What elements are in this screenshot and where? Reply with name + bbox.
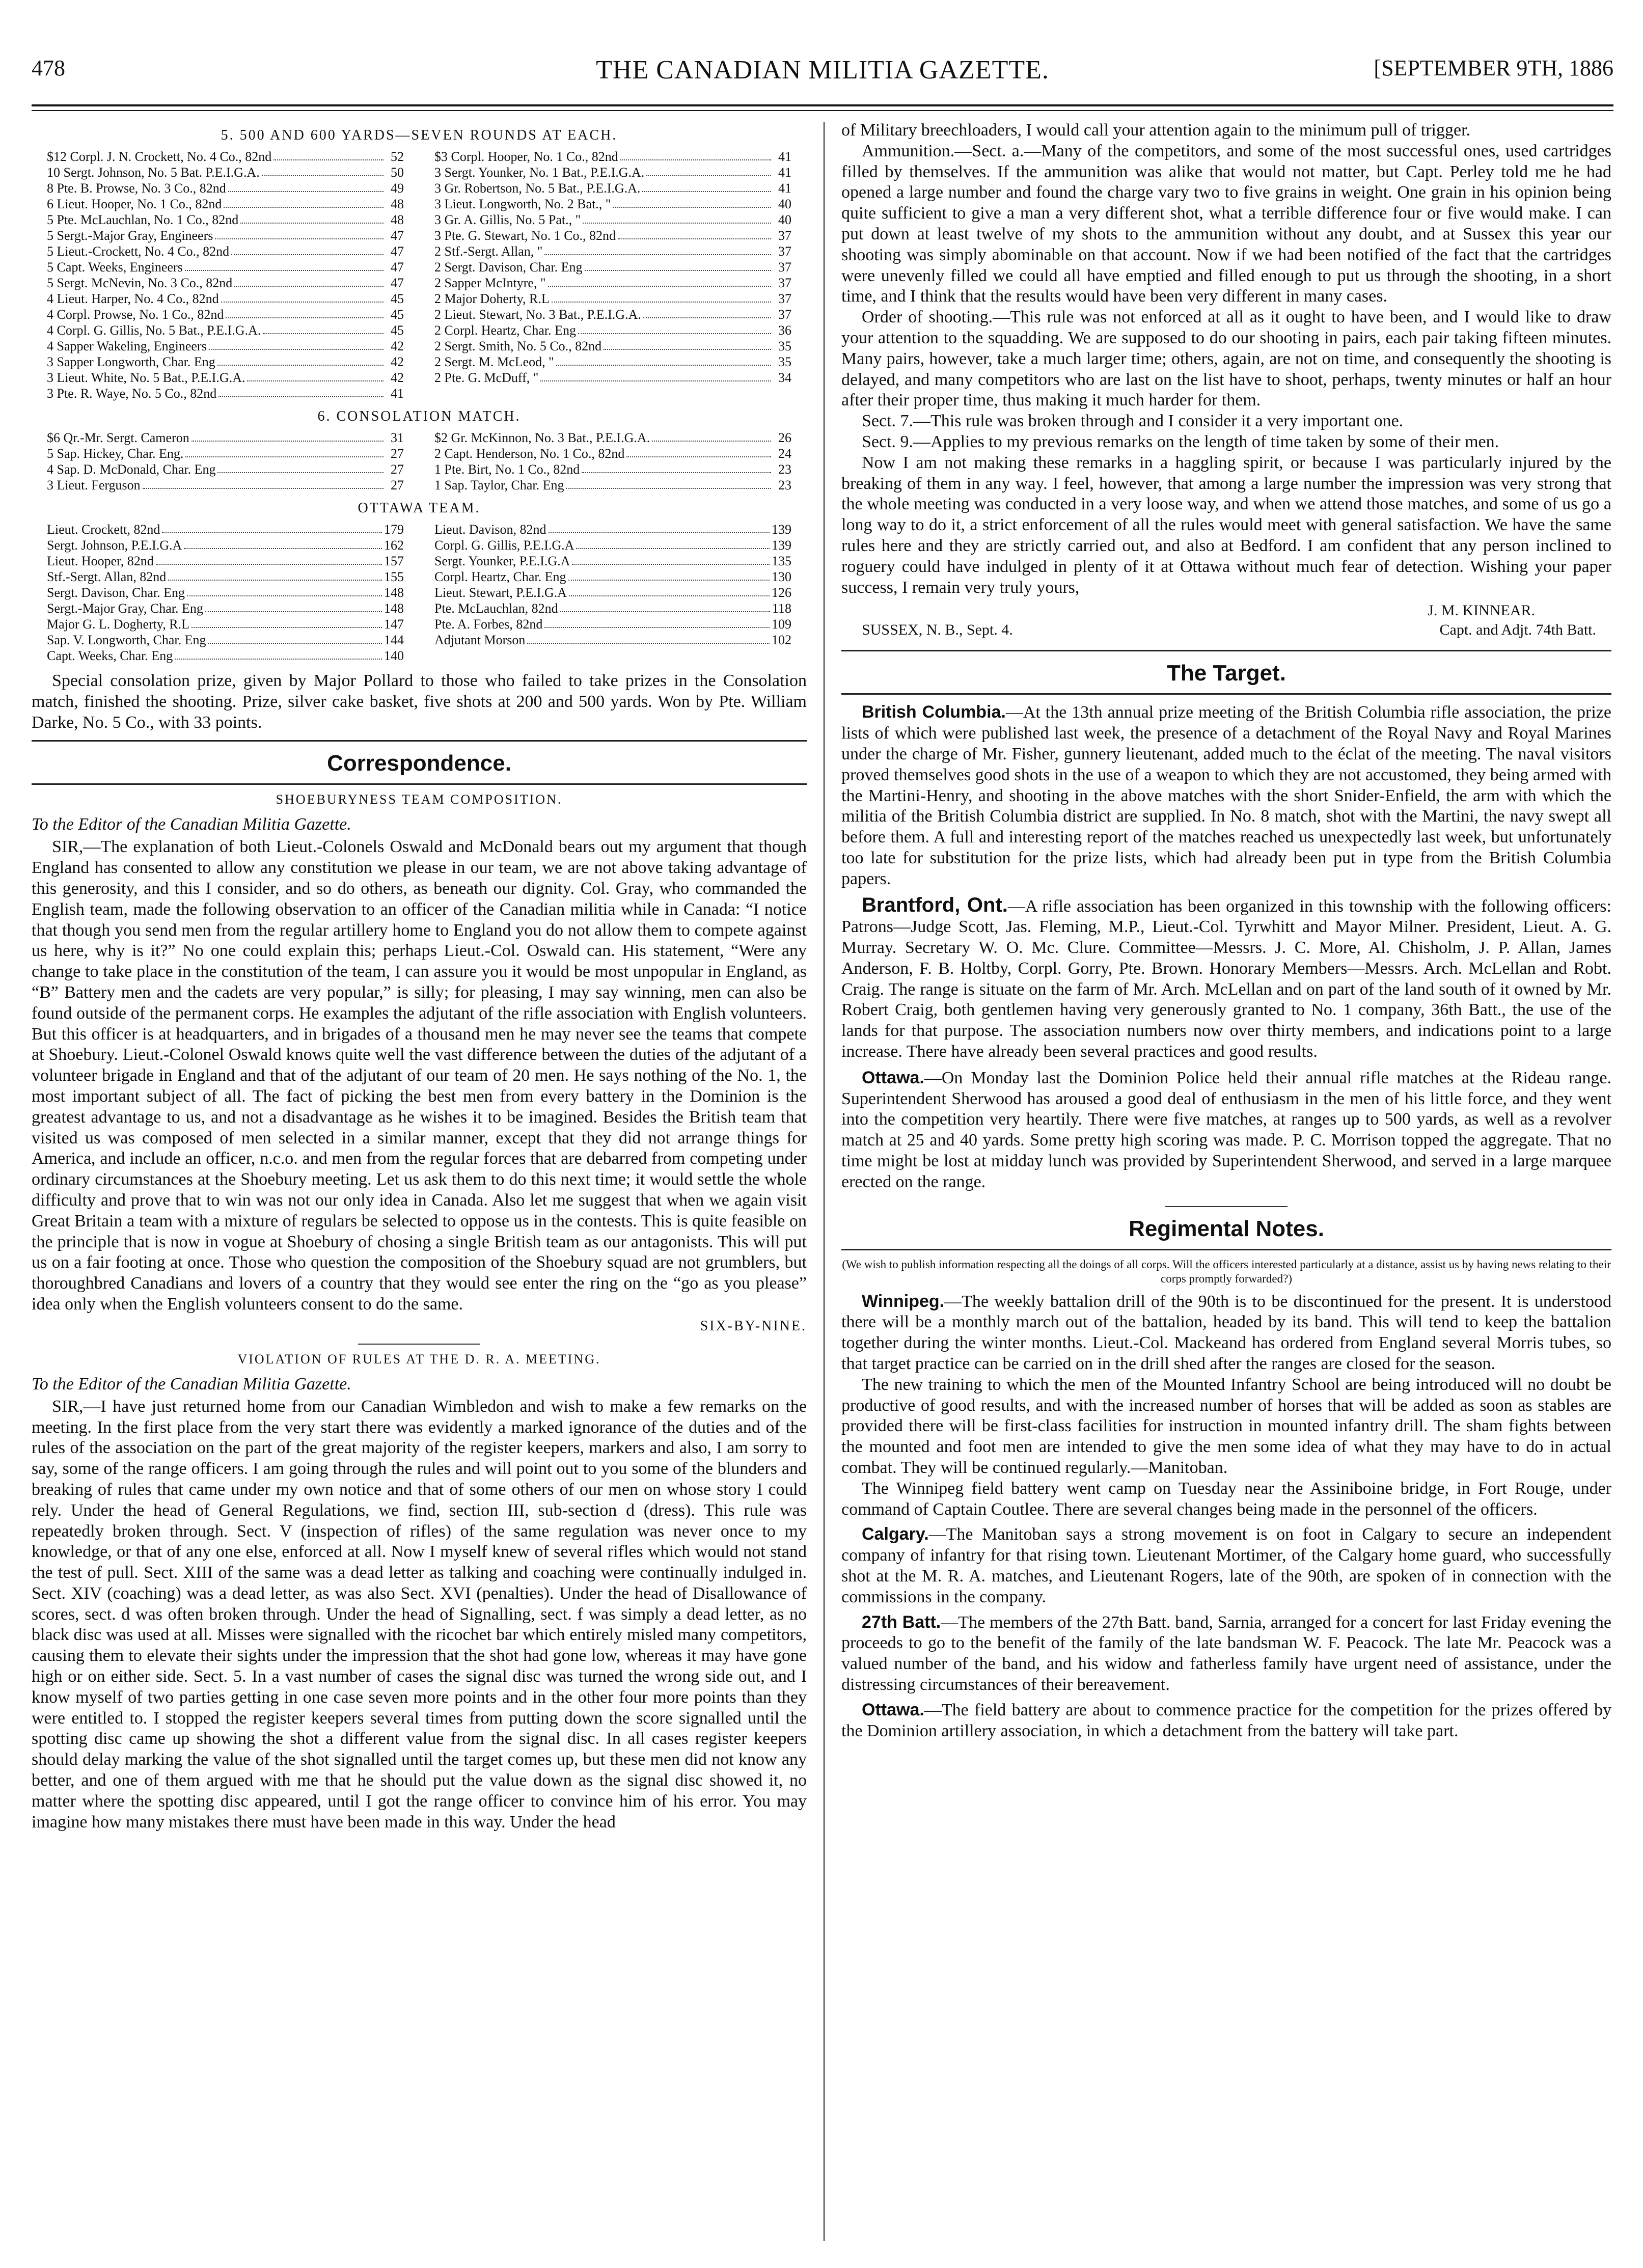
leader-dots	[185, 259, 384, 271]
score-name: Stf.-Sergt. Allan, 82nd	[47, 569, 167, 584]
score-value: 45	[391, 323, 404, 338]
score-row	[47, 196, 404, 212]
target-brantford	[841, 895, 1611, 1062]
section-rule	[841, 693, 1611, 695]
score-value: 109	[772, 617, 791, 632]
score-name: Sergt. Younker, P.E.I.G.A	[434, 554, 570, 568]
letter2-signoff	[841, 621, 1611, 639]
brantford-text: —A rifle association has been organized in this township with the following officers: Patrons—Judge Scott, Jas. Fleming, M.P., Lieut.-Col. Tyrwhitt and Mayor Milner. President, Lieut. A. G. Murray. Secretary W. O. Mc. Clure. Committee—Messrs. J. C. More, Al. Chisholm, J. P. Allan, James Anderson, F. B. Holtby, Corpl. Gorry, Pte. Brown. Honorary Members—Messrs. Arch. McLellan and Robt. Craig. The range is situate on the farm of Mr. Arch. McLellan and on part of the land south of it owned by Mr. Robert Craig, both gentlemen having very generously granted to No. 1 company, 36th Batt., the use of the lands for that purpose. The association numbers now over thirty members, and indications point to a large increase. There have already been several practices and good results.	[841, 896, 1611, 1061]
target-heading: The Target.	[1167, 661, 1286, 686]
leader-dots	[205, 600, 382, 612]
consolation-note: Special consolation prize, given by Major Pollard to those who failed to take prizes in the Consolation match, finished the shooting. Prize, silver cake basket, five shots at 200 and 500 yards. Won by Pte. William Darke, No. 5 Co., with 33 points.	[32, 671, 807, 732]
score-name: Corpl. G. Gillis, P.E.I.G.A	[434, 538, 574, 553]
score-row	[47, 537, 404, 553]
score-name: 2 Stf.-Sergt. Allan, "	[434, 244, 543, 259]
leader-dots	[217, 461, 384, 473]
match6-results	[32, 430, 807, 493]
brantford-lead: Brantford, Ont.	[862, 893, 1008, 916]
score-name: 3 Pte. G. Stewart, No. 1 Co., 82nd	[434, 228, 616, 243]
leader-dots	[642, 180, 771, 192]
leader-dots	[572, 553, 770, 565]
leader-dots	[226, 307, 384, 318]
score-name: Sergt.-Major Gray, Char. Eng	[47, 601, 203, 616]
score-name: Pte. A. Forbes, 82nd	[434, 617, 543, 632]
sect9-paragraph: Sect. 9.—Applies to my previous remarks on the length of time taken by some of their men.	[862, 432, 1499, 451]
score-row	[47, 275, 404, 291]
score-name: 4 Lieut. Harper, No. 4 Co., 82nd	[47, 291, 219, 306]
score-name: Major G. L. Dogherty, R.L	[47, 617, 189, 632]
leader-dots	[234, 275, 384, 287]
score-row	[434, 477, 791, 493]
score-value: 35	[778, 339, 791, 353]
leader-dots	[552, 291, 771, 303]
score-name: $6 Qr.-Mr. Sergt. Cameron	[47, 430, 189, 445]
score-value: 36	[778, 323, 791, 338]
ottawa2-text: —The field battery are about to commence practice for the competition for the prizes offered by the Dominion artillery association, in which a detachment from the battery will take part.	[841, 1700, 1611, 1740]
separator-rule	[358, 1344, 480, 1345]
score-value: 42	[391, 339, 404, 353]
score-name: 5 Pte. McLauchlan, No. 1 Co., 82nd	[47, 212, 239, 227]
score-row	[434, 149, 791, 165]
score-row	[434, 212, 791, 228]
leader-dots	[527, 632, 770, 644]
score-name: 3 Pte. R. Waye, No. 5 Co., 82nd	[47, 386, 217, 401]
score-name: 3 Lieut. Ferguson	[47, 478, 141, 493]
score-value: 37	[778, 244, 791, 259]
regimental-winnipeg-2: The new training to which the men of the Mounted Infantry School are being introduced will no doubt be productive of good results, and with the increased number of horses that will be added as soon as stables are provided there will be first-class facilities for instruction in mounted infantry drill. The sham fights between the mounted and foot men are intended to give the men some idea of what they may have to do in actual combat. They will be continued regularly.—Manitoban.	[841, 1375, 1611, 1478]
leader-dots	[568, 569, 770, 581]
leader-dots	[578, 322, 771, 334]
score-row	[47, 180, 404, 196]
score-value: 155	[384, 569, 404, 584]
score-value: 148	[384, 585, 404, 600]
score-name: Lieut. Davison, 82nd	[434, 522, 546, 537]
leader-dots	[544, 243, 771, 255]
score-value: 37	[778, 307, 791, 322]
score-row	[47, 553, 404, 569]
score-name: $12 Corpl. J. N. Crockett, No. 4 Co., 82nd	[47, 149, 272, 164]
section-rule	[32, 740, 807, 742]
score-value: 41	[778, 181, 791, 196]
score-row	[47, 338, 404, 354]
score-name: Capt. Weeks, Char. Eng	[47, 648, 173, 663]
score-name: 2 Sergt. Davison, Char. Eng	[434, 260, 583, 275]
score-row	[47, 291, 404, 307]
regimental-27th	[841, 1612, 1611, 1696]
score-row	[47, 569, 404, 585]
score-row	[434, 196, 791, 212]
score-value: 47	[391, 260, 404, 275]
letter1-title: SHOEBURYNESS TEAM COMPOSITION.	[276, 792, 563, 807]
score-row	[434, 632, 791, 648]
score-row	[47, 477, 404, 493]
target-ottawa	[841, 1068, 1611, 1193]
score-row	[47, 522, 404, 537]
score-value: 42	[391, 370, 404, 385]
score-value: 130	[772, 569, 791, 584]
ottawa-team-right	[434, 522, 791, 664]
score-value: 26	[778, 430, 791, 445]
score-row	[47, 243, 404, 259]
letter1-addressee: To the Editor of the Canadian Militia Gazette.	[32, 815, 351, 834]
leader-dots	[221, 291, 384, 303]
score-value: 147	[384, 617, 404, 632]
score-row	[434, 338, 791, 354]
score-value: 179	[384, 522, 404, 537]
page-number: 478	[32, 56, 65, 80]
score-name: 8 Pte. B. Prowse, No. 3 Co., 82nd	[47, 181, 226, 196]
score-value: 37	[778, 228, 791, 243]
score-value: 27	[391, 446, 404, 461]
score-value: 40	[778, 197, 791, 211]
ottawa2-lead: Ottawa.	[862, 1700, 924, 1719]
section-rule	[841, 650, 1611, 651]
leader-dots	[184, 537, 382, 549]
calgary-text: —The Manitoban says a strong movement is on foot in Calgary to secure an independent company of infantry for that rising town. Lieutenant Mortimer, of the Calgary home guard, who successfully shot at the M. R. A. matches, and Lieutenant Rogers, late of the 90th, are spoken of in connection with the commissions in the company.	[841, 1525, 1611, 1606]
score-name: 10 Sergt. Johnson, No. 5 Bat. P.E.I.G.A.	[47, 165, 260, 180]
score-value: 24	[778, 446, 791, 461]
score-name: 2 Major Doherty, R.L	[434, 291, 550, 306]
regimental-winnipeg-3: The Winnipeg field battery went camp on Tuesday near the Assiniboine bridge, in Fort Rouge, under command of Captain Coutlee. There are several changes being made in the personnel of the officers.	[841, 1479, 1611, 1519]
score-value: 47	[391, 228, 404, 243]
score-value: 23	[778, 462, 791, 477]
leader-dots	[273, 149, 384, 160]
leader-dots	[548, 275, 771, 287]
leader-dots	[224, 196, 384, 208]
score-value: 139	[772, 538, 791, 553]
score-name: 3 Gr. Robertson, No. 5 Bat., P.E.I.G.A.	[434, 181, 641, 196]
score-name: $3 Corpl. Hooper, No. 1 Co., 82nd	[434, 149, 618, 164]
leader-dots	[585, 259, 771, 271]
score-row	[47, 165, 404, 180]
score-row	[434, 600, 791, 616]
score-row	[434, 180, 791, 196]
score-value: 140	[384, 648, 404, 663]
leader-dots	[247, 370, 384, 381]
leader-dots	[217, 354, 384, 366]
regimental-notice: (We wish to publish information respecting all the doings of all corps. Will the officers interested particularly at a distance, assist us by having news relating to their corps promptly forwarded?)	[842, 1258, 1611, 1285]
score-row	[434, 522, 791, 537]
leader-dots	[626, 446, 771, 457]
section-rule	[32, 783, 807, 785]
leader-dots	[262, 165, 384, 176]
letter2-signature-name: J. M. KINNEAR.	[1428, 602, 1535, 619]
calgary-lead: Calgary.	[862, 1524, 929, 1544]
score-row	[434, 585, 791, 600]
score-value: 37	[778, 276, 791, 290]
letter2-rank: Capt. and Adjt. 74th Batt.	[1439, 621, 1596, 639]
score-name: 2 Lieut. Stewart, No. 3 Bat., P.E.I.G.A.	[434, 307, 641, 322]
score-row	[434, 537, 791, 553]
score-row	[434, 307, 791, 322]
score-row	[47, 149, 404, 165]
score-row	[47, 461, 404, 477]
score-name: 3 Sapper Longworth, Char. Eng	[47, 354, 215, 369]
issue-date: [SEPTEMBER 9TH, 1886	[1374, 56, 1613, 80]
leader-dots	[208, 632, 382, 644]
score-name: 3 Sergt. Younker, No. 1 Bat., P.E.I.G.A.	[434, 165, 645, 180]
score-row	[434, 616, 791, 632]
score-row	[47, 600, 404, 616]
score-value: 40	[778, 212, 791, 227]
order-of-shooting-paragraph: Order of shooting.—This rule was not enforced at all as it ought to have been, and I would like to draw your attention to the squadding. We are supposed to do our shooting in pairs, each pair taking fifteen minutes. Many pairs, however, take a much larger time; others, again, are not on time, and consequently the shooting is delayed, and many competitors who are last on the list have to shoot, perhaps, twenty minutes or half an hour after their proper time, thus making it much harder for them.	[841, 308, 1611, 410]
score-row	[434, 322, 791, 338]
score-value: 41	[778, 165, 791, 180]
score-value: 47	[391, 244, 404, 259]
leader-dots	[162, 522, 382, 533]
letter2-body: SIR,—I have just returned home from our Canadian Wimbledon and wish to make a few remarks on the meeting. In the first place from the very start there was evidently a marked ignorance of the duties and of the rules of the association on the part of the great majority of the register keepers, markers and also, I am sorry to say, some of the range officers. I am going through the rules and will point out to you some of the blunders and breaking of rules that came under my own notice and that of some others of our men on whose story I could rely. Under the head of General Regulations, we find, section III, sub-section d (dress). This rule was repeatedly broken through. Sect. V (inspection of rifles) of the same regulation was never once to my knowledge, or that of any one else, enforced at all. Now I myself knew of several rifles which would not stand the test of pull. Sect. XIII of the same was a dead letter as talking and coaching were continually indulged in. Sect. XIV (coaching) was a dead letter, as was also Sect. XVI (penalties). Under the head of Disallowance of scores, sect. d was often broken through. Under the head of Signalling, sect. f was simply a dead letter, as no black disc was used at all. Misses were signalled with the ricochet bar which entirely misled many competitors, causing them to elevate their sights under the impression that the shot had gone low, whereas it may have gone high or on either side. Sect. 5. In a vast number of cases the signal disc was turned the wrong side out, and I know myself of two parties getting in one case seven more points and in the other four more points than they were entitled to. I stopped the register keepers several times from putting down the score signalled until the spotting disc came up showing the shot a different value from the signal disc. In all cases register keepers should delay marking the value of the shot signalled until the target comes up, but these men did not know any better, and one of them argued with me that he should put the value down as the signal disc showed it, no matter where the spotting disc appeared, until I got the range officer to convince him of his error. You may imagine how many mistakes there must have been made in this way. Under the head	[32, 1397, 807, 1832]
match5-heading: 5. 500 AND 600 YARDS—SEVEN ROUNDS AT EACH.	[221, 127, 618, 143]
letter2-title: VIOLATION OF RULES AT THE D. R. A. MEETING.	[237, 1351, 601, 1367]
correspondence-heading: Correspondence.	[327, 751, 511, 776]
score-name: 2 Pte. G. McDuff, "	[434, 370, 539, 385]
score-row	[434, 446, 791, 461]
score-row	[434, 370, 791, 386]
masthead	[32, 55, 1613, 92]
score-value: 48	[391, 197, 404, 211]
leader-dots	[652, 430, 771, 442]
score-row	[47, 648, 404, 664]
leader-dots	[646, 165, 771, 176]
score-value: 31	[391, 430, 404, 445]
left-column	[32, 120, 807, 1833]
score-value: 139	[772, 522, 791, 537]
leader-dots	[218, 386, 384, 397]
score-name: 3 Gr. A. Gillis, No. 5 Pat., "	[434, 212, 581, 227]
right-column	[841, 120, 1611, 1741]
leader-dots	[215, 228, 384, 239]
score-name: Pte. McLauchlan, 82nd	[434, 601, 558, 616]
score-row	[47, 632, 404, 648]
leader-dots	[618, 228, 771, 239]
score-name: 4 Corpl. G. Gillis, No. 5 Bat., P.E.I.G.A.	[47, 323, 261, 338]
score-name: 5 Capt. Weeks, Engineers	[47, 260, 183, 275]
score-name: Corpl. Heartz, Char. Eng	[434, 569, 566, 584]
score-name: 2 Capt. Henderson, No. 1 Co., 82nd	[434, 446, 625, 461]
letter1-signature: SIX-BY-NINE.	[700, 1318, 807, 1334]
score-name: 1 Sap. Taylor, Char. Eng	[434, 478, 564, 493]
leader-dots	[156, 553, 382, 565]
b27-lead: 27th Batt.	[862, 1612, 941, 1632]
score-row	[434, 243, 791, 259]
score-name: Lieut. Stewart, P.E.I.G.A	[434, 585, 567, 600]
leader-dots	[566, 477, 771, 489]
score-value: 41	[778, 149, 791, 164]
score-name: 5 Sergt. McNevin, No. 3 Co., 82nd	[47, 276, 233, 290]
b27-text: —The members of the 27th Batt. band, Sarnia, arranged for a concert for last Friday evening the proceeds to go to the benefit of the family of the late bandsman W. F. Peacock. The late Mr. Peacock was a valued number of the band, and his widow and fatherless family have urgent need of assistance, under the distressing circumstances of their bereavement.	[841, 1613, 1611, 1694]
regimental-calgary	[841, 1524, 1611, 1607]
score-value: 52	[391, 149, 404, 164]
leader-dots	[168, 569, 382, 581]
leader-dots	[544, 616, 770, 628]
score-value: 45	[391, 291, 404, 306]
separator-rule	[1165, 1206, 1288, 1207]
score-name: 2 Corpl. Heartz, Char. Eng	[434, 323, 576, 338]
score-name: $2 Gr. McKinnon, No. 3 Bat., P.E.I.G.A.	[434, 430, 650, 445]
letter2-place: SUSSEX, N. B., Sept. 4.	[862, 621, 1013, 639]
score-value: 157	[384, 554, 404, 568]
leader-dots	[228, 180, 384, 192]
winnipeg-text: —The weekly battalion drill of the 90th is to be discontinued for the present. It is understood there will be a monthly march out of the battalion, headed by its band. This will tend to keep the battalion together during the winter months. Lieut.-Col. Mackeand has ordered from England several Morris tubes, so that target practice can be carried on in the drill shed after the ranges are closed for the season.	[841, 1292, 1611, 1374]
letter2-addressee: To the Editor of the Canadian Militia Gazette.	[32, 1374, 351, 1393]
score-row	[47, 228, 404, 243]
score-value: 27	[391, 478, 404, 493]
leader-dots	[240, 212, 384, 224]
leader-dots	[540, 370, 771, 381]
leader-dots	[560, 600, 770, 612]
score-value: 49	[391, 181, 404, 196]
ottawa-team-results	[32, 522, 807, 664]
score-row	[47, 386, 404, 401]
leader-dots	[143, 477, 384, 489]
score-row	[47, 307, 404, 322]
letter1-body: SIR,—The explanation of both Lieut.-Colonels Oswald and McDonald bears out my argument that though England has consented to allow any constitution we please in our team, we are not above taking advantage of this generosity, and this I consider, and so do others, as beneath our dignity. Col. Gray, who commanded the English team, made the following observation to an officer of the Canadian militia while in Canada: “I notice that though you send men from the regular artillery home to England you do not allow them to compete against us here, why is it?” No one could explain this; perhaps Lieut.-Col. Oswald can. His statement, “Were any change to take place in the constitution of the team, I can assure you it would be most unpopular in England, as “B” Battery men and the cadets are very popular,” is silly; for pleasing, I may say winning, men can also be found outside of the permanent corps. He examples the adjutant of the rifle association with English volunteers. But this officer is at headquarters, and in brigades of a thousand men he may never see the teams that compete at Shoebury. Lieut.-Colonel Oswald knows quite well the vast difference between the duties of the adjutant of a volunteer brigade in England and that of the adjutant of our team of 20 men. He says nothing of the No. 1, the most important subject of all. The fact of picking the best men from every battery in the Dominion is the greatest advantage to us, and not a disadvantage as he wishes it to be imagined. Besides the British team that visited us was composed of men selected in a similar manner, except that they did not arrange things for America, and include an officer, n.c.o. and men from the regular forces that are debarred from competing under ordinary circumstances at the Shoebury meeting. Let us ask them to do this next time; it would settle the whole difficulty and prove that to win was not our only idea in Canada. Also let me suggest that when we again visit Great Britain a team with a mixture of regulars be selected to oppose us in the contests. This is quite feasible on the principle that is now in vogue at Shoebury of chosing a single British team as our antagonists. This will put us on a fair footing at once. Those who question the composition of the Shoebury squad are not grumblers, but thoroughbred Canadians and lovers of a country that they would see enter the ring on the “go as you please” idea only when the English volunteers consent to do the same.	[32, 837, 807, 1314]
score-row	[434, 354, 791, 370]
masthead-rule	[32, 104, 1613, 106]
score-name: 5 Sap. Hickey, Char. Eng.	[47, 446, 184, 461]
score-name: 1 Pte. Birt, No. 1 Co., 82nd	[434, 462, 580, 477]
leader-dots	[263, 322, 384, 334]
regimental-heading: Regimental Notes.	[1129, 1216, 1324, 1241]
score-name: 2 Sapper McIntyre, "	[434, 276, 546, 290]
leader-dots	[620, 149, 771, 160]
score-value: 47	[391, 276, 404, 290]
target-british-columbia	[841, 702, 1611, 889]
score-row	[434, 553, 791, 569]
score-value: 118	[772, 601, 791, 616]
section-rule	[841, 1249, 1611, 1250]
score-value: 41	[391, 386, 404, 401]
score-name: Lieut. Hooper, 82nd	[47, 554, 154, 568]
leader-dots	[576, 537, 770, 549]
score-value: 37	[778, 291, 791, 306]
score-name: 4 Sap. D. McDonald, Char. Eng	[47, 462, 216, 477]
score-row	[434, 165, 791, 180]
leader-dots	[643, 307, 771, 318]
score-name: 4 Sapper Wakeling, Engineers	[47, 339, 207, 353]
leader-dots	[187, 585, 382, 596]
bc-lead: British Columbia.	[862, 702, 1006, 722]
score-value: 135	[772, 554, 791, 568]
score-value: 126	[772, 585, 791, 600]
score-row	[434, 430, 791, 446]
score-name: Sap. V. Longworth, Char. Eng	[47, 633, 206, 647]
ottawa-team-heading: OTTAWA TEAM.	[358, 500, 481, 516]
score-row	[47, 322, 404, 338]
score-row	[434, 275, 791, 291]
score-row	[47, 212, 404, 228]
score-name: Sergt. Johnson, P.E.I.G.A	[47, 538, 182, 553]
column-divider	[824, 122, 825, 2241]
score-value: 148	[384, 601, 404, 616]
leader-dots	[175, 648, 382, 660]
score-name: 2 Sergt. Smith, No. 5 Co., 82nd	[434, 339, 602, 353]
match5-results-right	[434, 149, 791, 401]
leader-dots	[209, 338, 384, 350]
leader-dots	[556, 354, 771, 366]
score-value: 42	[391, 354, 404, 369]
score-name: Lieut. Crockett, 82nd	[47, 522, 160, 537]
score-row	[47, 354, 404, 370]
ottawa-team-left	[47, 522, 404, 664]
leader-dots	[191, 616, 382, 628]
ottawa-text: —On Monday last the Dominion Police held their annual rifle matches at the Rideau range. Superintendent Sherwood has aroused a good deal of enthusiasm in the men of his little force, and they went into the competition very heartily. There were five matches, at ranges up to 500 yards, as well as a revolver match at 25 and 40 yards. Some pretty high scoring was made. P. C. Morrison topped the aggregate. That no time might be lost at midday lunch was provided by Superintendent Sherwood, and served in a large marquee erected on the range.	[841, 1068, 1611, 1191]
score-name: 3 Lieut. White, No. 5 Bat., P.E.I.G.A.	[47, 370, 245, 385]
score-name: Adjutant Morson	[434, 633, 526, 647]
score-row	[434, 569, 791, 585]
score-value: 23	[778, 478, 791, 493]
score-row	[434, 228, 791, 243]
match6-heading: 6. CONSOLATION MATCH.	[317, 408, 521, 424]
ammunition-paragraph: Ammunition.—Sect. a.—Many of the competitors, and some of the most successful ones, used cartridges filled by themselves. If the ammunition was alike that would not matter, but Capt. Perley told me he had opened a large number and found the charge vary two to five grains in weight. One grain in his opinion being quite sufficient to give a man a very different shot, what a terrible difference four or five would make. I can put down at least twelve of my shots to the ammunition without any doubt, and at Sussex this year our shooting was simply abominable on that account. Now if we had been notified of the fact that the cartridges were unevenly filled we could all have emptied and filled enough to put us through the shooting, in a short time, and I think that the results would have been very different in many cases.	[841, 141, 1611, 306]
winnipeg-lead: Winnipeg.	[862, 1291, 945, 1311]
score-name: 4 Corpl. Prowse, No. 1 Co., 82nd	[47, 307, 224, 322]
leader-dots	[231, 243, 384, 255]
ottawa-lead: Ottawa.	[862, 1068, 924, 1087]
letter2-continuation: of Military breechloaders, I would call your attention again to the minimum pull of trigger.	[841, 121, 1471, 140]
score-value: 102	[772, 633, 791, 647]
score-row	[47, 616, 404, 632]
score-name: 2 Sergt. M. McLeod, "	[434, 354, 554, 369]
leader-dots	[185, 446, 384, 457]
leader-dots	[569, 585, 770, 596]
score-value: 144	[384, 633, 404, 647]
regimental-winnipeg	[841, 1291, 1611, 1375]
leader-dots	[582, 461, 771, 473]
score-name: 6 Lieut. Hooper, No. 1 Co., 82nd	[47, 197, 222, 211]
score-name: Sergt. Davison, Char. Eng	[47, 585, 185, 600]
regimental-ottawa	[841, 1700, 1611, 1742]
score-value: 27	[391, 462, 404, 477]
score-row	[47, 370, 404, 386]
score-value: 50	[391, 165, 404, 180]
score-value: 35	[778, 354, 791, 369]
match5-results-left	[47, 149, 404, 401]
score-value: 37	[778, 260, 791, 275]
sect7-paragraph: Sect. 7.—This rule was broken through and I consider it a very important one.	[862, 412, 1404, 431]
score-name: 3 Lieut. Longworth, No. 2 Bat., "	[434, 197, 611, 211]
leader-dots	[191, 430, 384, 442]
leader-dots	[604, 338, 771, 350]
score-value: 162	[384, 538, 404, 553]
masthead-rule-thin	[32, 110, 1613, 111]
score-value: 34	[778, 370, 791, 385]
bc-text: —At the 13th annual prize meeting of the British Columbia rifle association, the prize lists of which were published last week, the presence of a detachment of the Royal Navy and Royal Marines under the charge of Mr. Fisher, gunnery lieutenant, added much to the éclat of the meeting. The naval visitors proved themselves good shots in the use of a weapon to which they are not accustomed, they being armed with the Martini-Henry, and shooting in the above matches with the short Snider-Enfield, the arm with which the militia of the British Columbia district are supplied. In No. 8 match, shot with the Martini, the navy swept all before them. A full and interesting report of the matches reached us unexpectedly last week, but unfortunately too late for substitution for the prize lists, which had already been put in type from the British Columbia papers.	[841, 703, 1611, 888]
closing-paragraph: Now I am not making these remarks in a haggling spirit, or because I was particularly injured by the breaking of them in any way. I feel, however, that among a large number the impression was very strong that the whole meeting was conducted in a very loose way, and when we attend those matches, and some of us go a long way to do it, a strict enforcement of all the rules would meet with general satisfaction. We have the same rules here and they are strictly carried out, and also at Bedford. I am confident that any person inclined to roguery could have indulged in plenty of it at Ottawa without much fear of detection. Wishing your paper success, I remain very truly yours,	[841, 453, 1611, 597]
newspaper-title: THE CANADIAN MILITIA GAZETTE.	[596, 56, 1049, 85]
score-row	[47, 259, 404, 275]
match6-results-left	[47, 430, 404, 493]
score-name: 5 Lieut.-Crockett, No. 4 Co., 82nd	[47, 244, 230, 259]
score-value: 45	[391, 307, 404, 322]
score-value: 48	[391, 212, 404, 227]
score-row	[434, 259, 791, 275]
match6-results-right	[434, 430, 791, 493]
score-row	[47, 430, 404, 446]
leader-dots	[583, 212, 771, 224]
score-row	[434, 291, 791, 307]
match5-results	[32, 149, 807, 401]
score-row	[47, 585, 404, 600]
score-row	[47, 446, 404, 461]
leader-dots	[613, 196, 771, 208]
score-name: 5 Sergt.-Major Gray, Engineers	[47, 228, 213, 243]
score-row	[434, 461, 791, 477]
leader-dots	[549, 522, 770, 533]
